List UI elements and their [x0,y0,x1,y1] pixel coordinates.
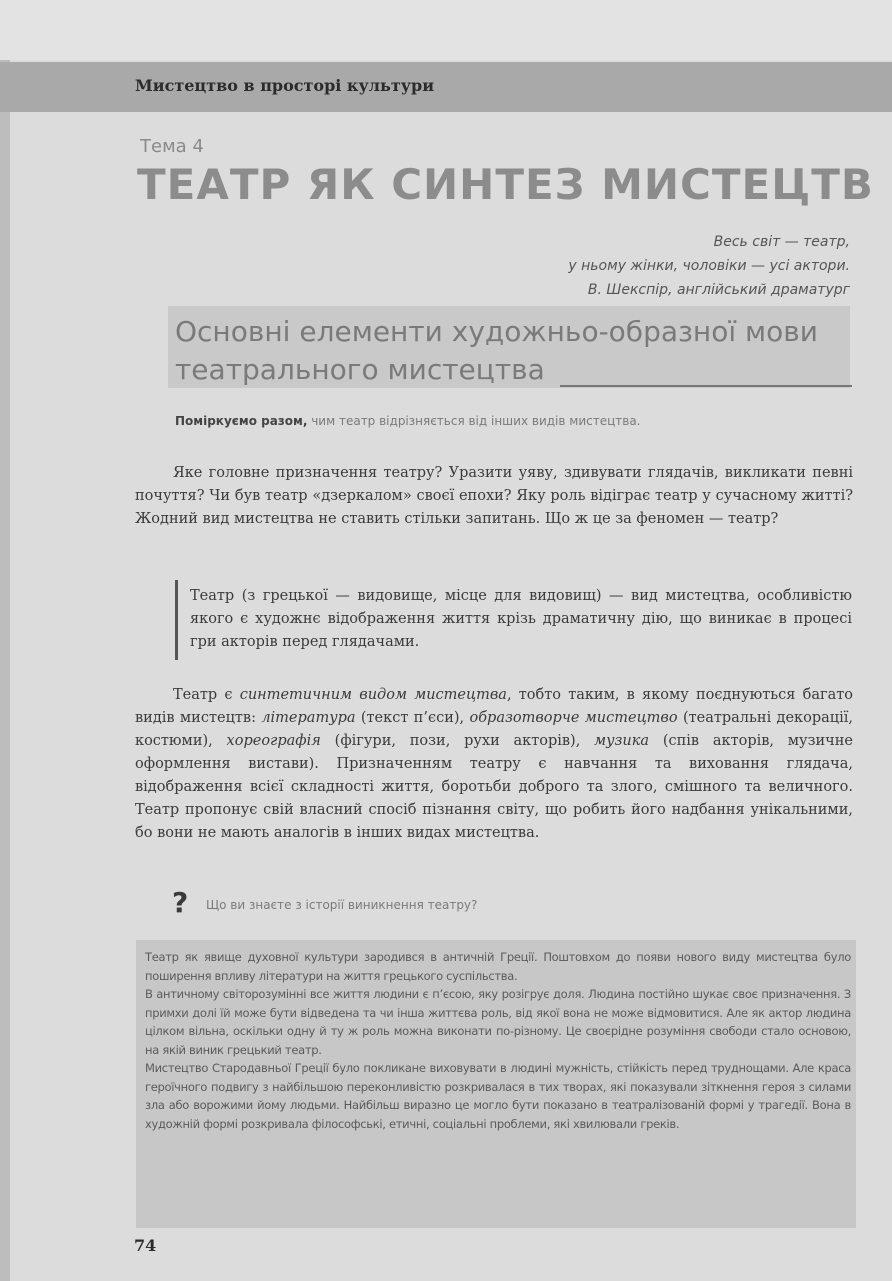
p2-term-choreography: хореографія [226,733,321,749]
question-text: Що ви знаєте з історії виникнення театру? [206,898,478,912]
topic-title: ТЕАТР ЯК СИНТЕЗ МИСТЕЦТВ [137,160,874,209]
p2-term-literature: література [261,710,356,726]
lead-prompt [175,414,855,428]
question-mark-icon: ? [172,886,189,919]
section-heading: Основні елементи художньо-образної мови театрального мистецтва [175,315,818,386]
section-underline [560,385,852,387]
lead-prompt-rest: чим театр відрізняється від інших видів мистецтва. [307,414,641,428]
info-box [145,948,851,1133]
epigraph-line-2: у ньому жінки, чоловіки — усі актори. [568,258,850,274]
lead-prompt-bold: Поміркуємо разом, [175,414,308,428]
page-edge [0,0,10,1281]
p2-text-3: (текст п’єси), [355,710,470,726]
p2-term-visual-art: образотворче мистецтво [469,710,678,726]
p2-term-music: музика [594,733,650,749]
p2-text-1: Театр є [173,687,240,703]
synthesis-paragraph [135,684,853,845]
epigraph-line-1: Весь світ — театр, [713,234,850,250]
info-paragraph-3: Мистецтво Стародавньої Греції було покликане виховувати в людині мужність, стійкість перед труднощами. Але краса героїчного подвигу з найбільшою переконливістю розкривалася в тих творах, які показували зіткнення героя з силами зла або ворожими йому людьми. Найбільш виразно це могло бути показано в театралізованій формі у трагедії. Вона в художній формі розкривала філософські, етичні, соціальні проблеми, які хвилювали греків. [145,1061,851,1131]
epigraph [350,230,850,302]
p2-text-5: (фігури, пози, рухи акторів), [320,733,595,749]
page-number: 74 [134,1236,157,1255]
intro-paragraph: Яке головне призначення театру? Уразити уяву, здивувати глядачів, викликати певні почуття? Чи був театр «дзеркалом» своєї епохи? Яку роль відіграє театр у сучасному житті? Жодний вид мистецтва не ставить стільки запитань. Що ж це за феномен — театр? [135,465,853,527]
topic-label: Тема 4 [140,136,204,157]
p2-text-4: (театральні декорації, костюми), [135,710,853,749]
p2-text-6: (спів акторів, музичне оформлення вистави). Призначенням театру є навчання та виховання глядача, відображення всієї складності життя, боротьби доброго та злого, смішного та величного. Театр пропонує свій власний спосіб пізнання світу, що робить його надбання унікальними, бо вони не мають аналогів в інших видах мистецтва. [135,733,853,841]
p2-term-synthetic: синтетичним видом мистецтва [239,687,507,703]
running-header-bar [0,62,892,112]
running-header-title: Мистецтво в просторі культури [135,76,435,95]
epigraph-author: В. Шекспір, англійський драматург [587,282,850,298]
top-band [0,0,892,60]
info-paragraph-2: В античному світорозумінні все життя людини є п’єсою, яку розігрує доля. Людина постійно шукає своє призначення. З примхи долі їй може бути відведена та чи інша життєва роль, від якої вона не може відмовитися. Але як актор людина цілком вільна, оскільки одну й ту ж роль можна виконати по-різному. Це своєрідне розуміння свободи стало основою, на якій виник грецький театр. [145,987,851,1057]
question-prompt [172,886,852,920]
p2-text-2: , тобто таким, в якому поєднуються багато видів мистецтв: [135,687,853,726]
info-paragraph-1: Театр як явище духовної культури зародився в античній Греції. Поштовхом до появи нового виду мистецтва було поширення впливу літератури на життя грецького суспільства. [145,950,851,983]
theatre-definition: Театр (з грецької — видовище, місце для видовищ) — вид мистецтва, особливістю якого є художнє відображення життя крізь драматичну дію, що виникає в процесі гри акторів перед глядачами. [190,588,852,650]
definition-bar [175,580,178,660]
